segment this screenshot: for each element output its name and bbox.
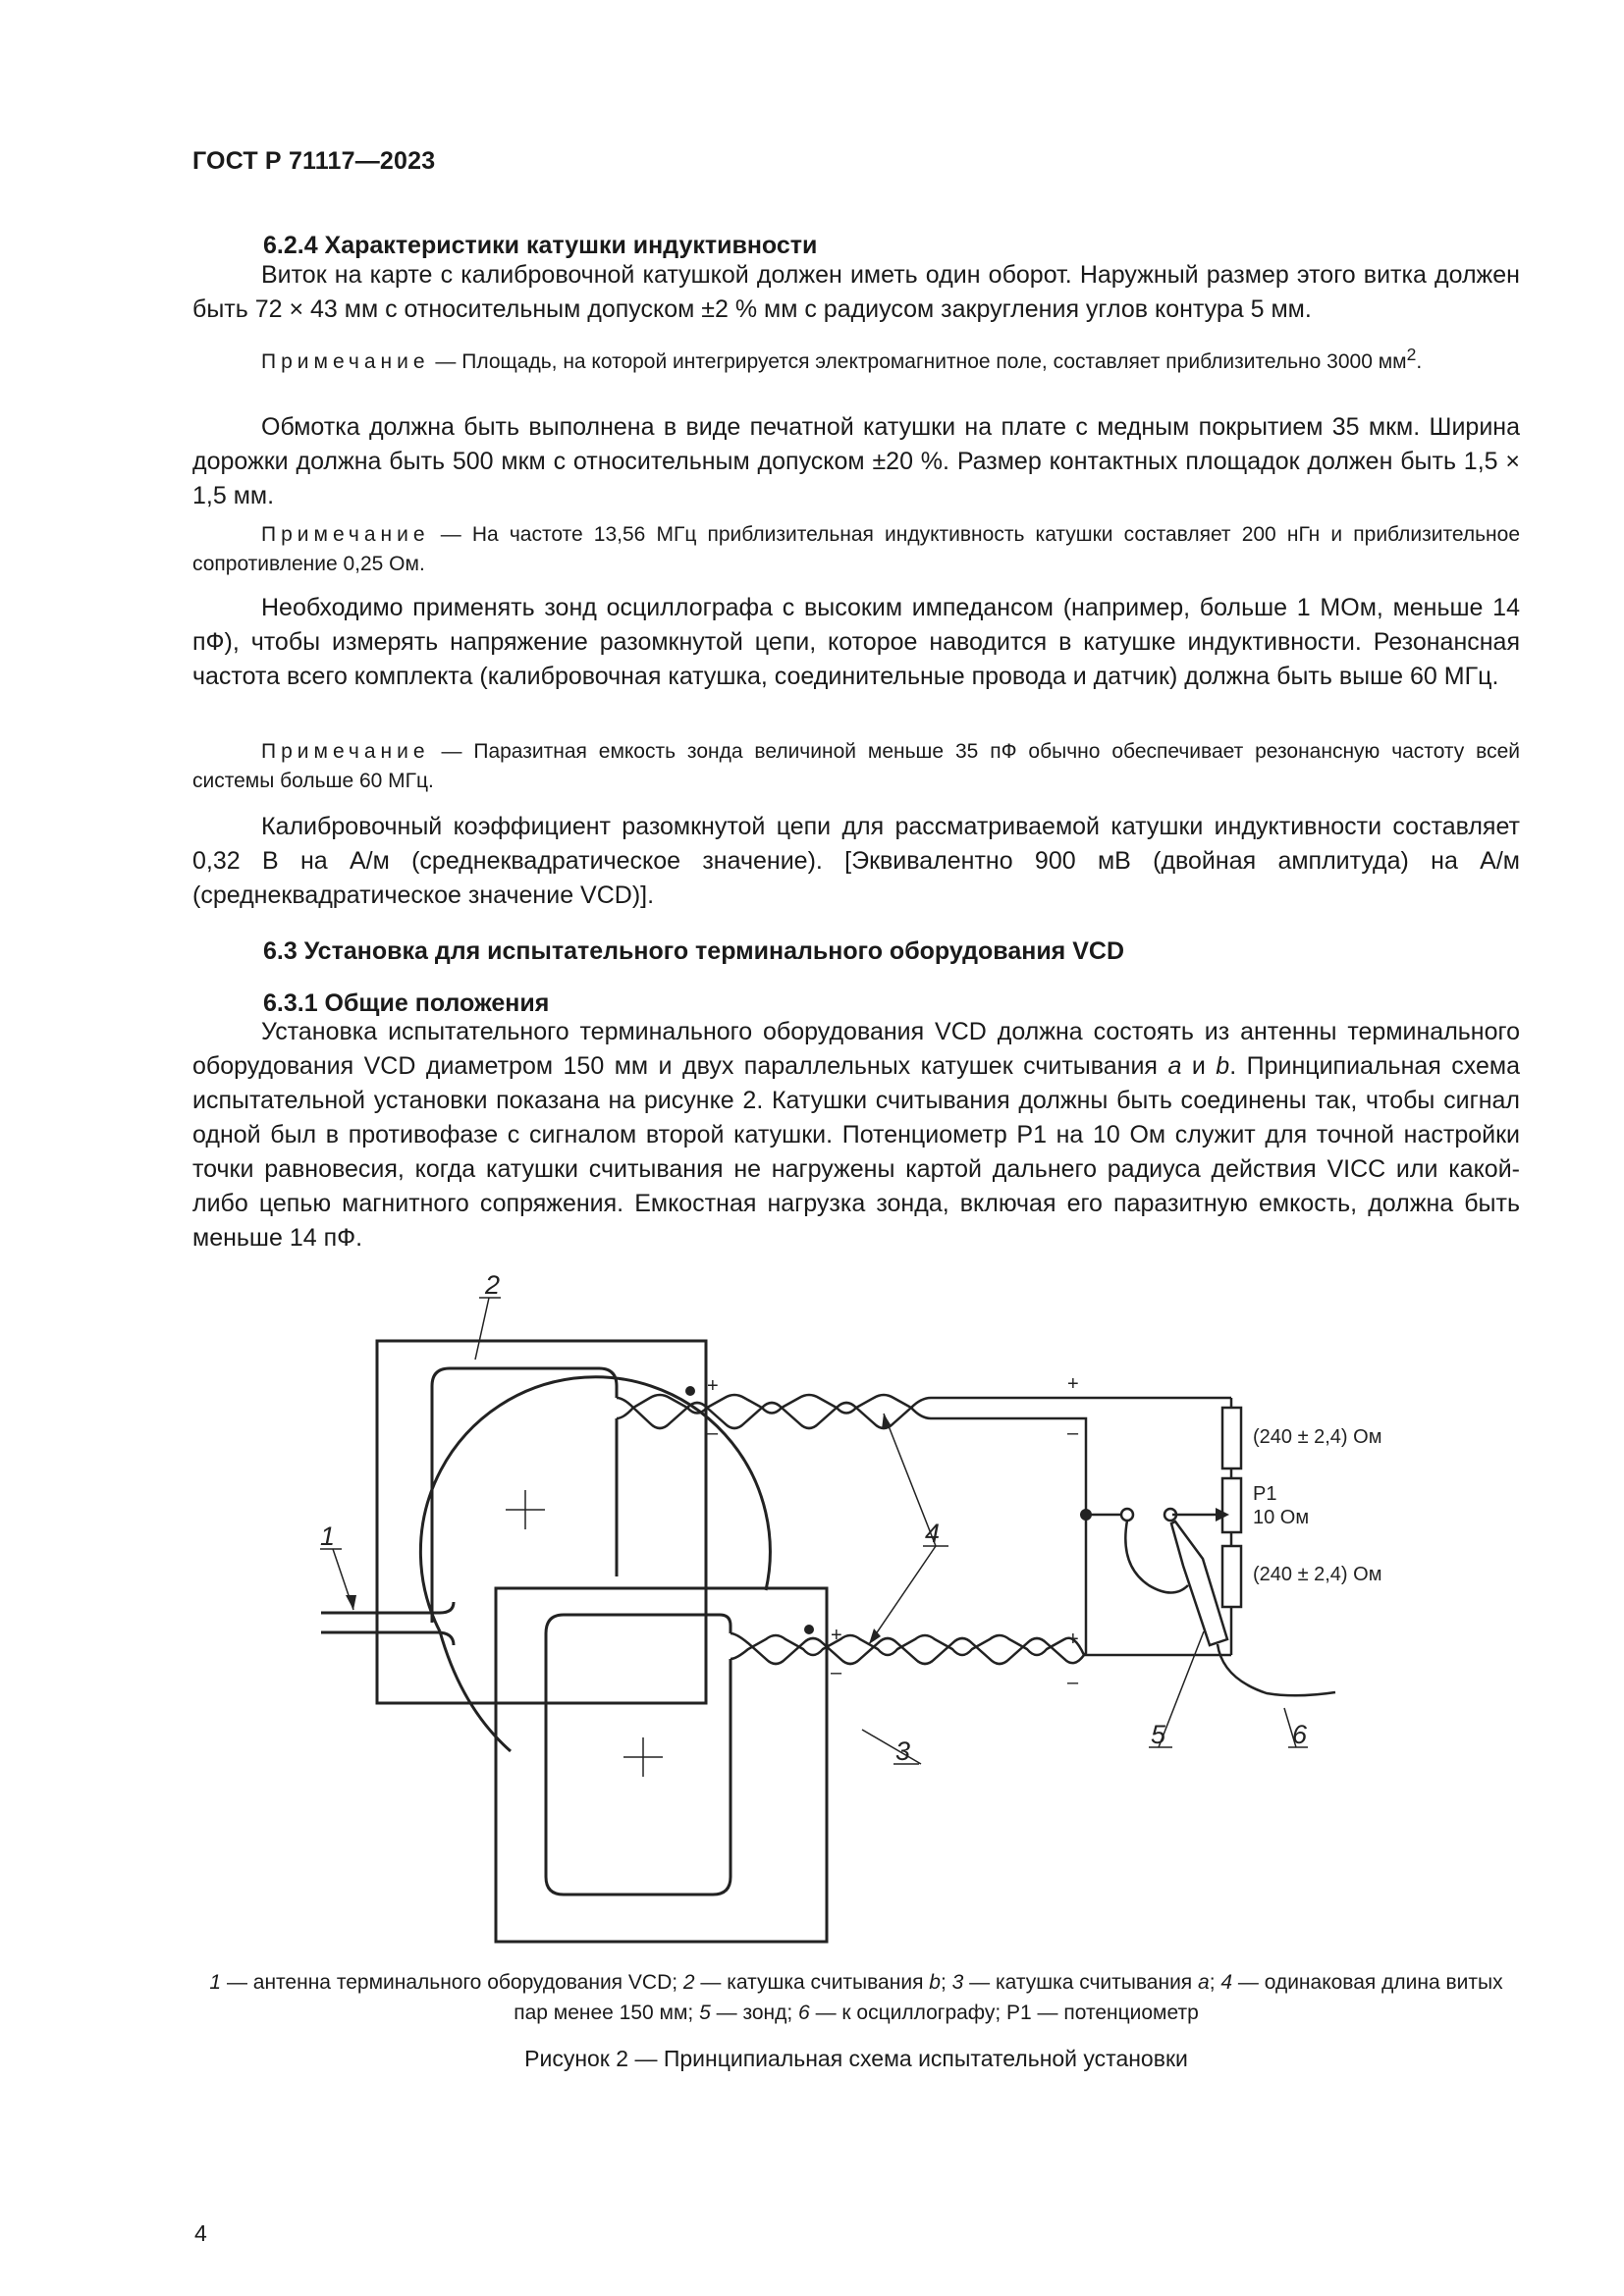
sign-plus-right-top: + [1067,1373,1079,1395]
paragraph-text: Калибровочный коэффициент разомкнутой цепи для рассматриваемой катушки индуктивности составляет 0,32 В на А/м (среднеквадратическое значение). [Эквивалентно 900 мВ (двойная амплитуда) на А/м (среднеквадратическое значение VCD)]. [192,813,1520,909]
coil-b-loop [432,1368,617,1623]
note-text: — Паразитная емкость зонда величиной меньше 35 пФ обычно обеспечивает резонансную частоту всей системы больше 60 МГц. [192,740,1520,792]
legend-num: 4 [1220,1971,1233,1994]
resistor-top-label: (240 ± 2,4) Ом [1253,1426,1382,1448]
note-label: Примечание [261,523,430,546]
legend-text: — к осциллографу; P1 — потенциометр [809,2002,1199,2024]
section-heading-6-3: 6.3 Установка для испытательного терминального оборудования VCD [263,937,1125,965]
note-label: Примечание [261,350,430,373]
sign-plus-coil-b: + [707,1375,719,1397]
italic-a: a [1167,1052,1182,1080]
p1-value-label: 10 Ом [1253,1507,1310,1528]
legend-num: 3 [951,1971,964,1994]
probe-terminal [1121,1509,1133,1521]
paragraph-text-and: и [1181,1052,1217,1080]
p1-name-label: P1 [1253,1483,1277,1505]
figure-legend [192,1967,1520,2028]
document-header: ГОСТ Р 71117—2023 [192,147,436,175]
potentiometer-p1 [1222,1478,1241,1532]
page-number: 4 [194,2220,207,2246]
legend-text: — антенна терминального оборудования VCD; [221,1971,683,1994]
fig-label-6: 6 [1292,1720,1308,1749]
paragraph-probe [192,591,1520,694]
note-text: — На частоте 13,56 МГц приблизительная индуктивность катушки составляет 200 нГн и приблизительное сопротивление 0,25 Ом. [192,523,1520,575]
antenna-lead-top [321,1602,454,1613]
legend-text: — зонд; [710,2002,799,2024]
sign-plus-coil-a: + [831,1625,842,1646]
resistor-bottom-label: (240 ± 2,4) Ом [1253,1564,1382,1585]
paragraph-calibration [192,810,1520,913]
legend-text: — одинаковая длина витых пар менее 150 мм; [514,1971,1503,2024]
note-area [192,340,1520,377]
paragraph-text: Обмотка должна быть выполнена в виде печатной катушки на плате с медным покрытием 35 мкм. Ширина дорожки должна быть 500 мкм с относительным допуском ±20 %. Размер контактных площадок должен быть 1,5 × 1,5 мм. [192,413,1520,509]
fig-label-5: 5 [1151,1720,1166,1749]
paragraph-text: Необходимо применять зонд осциллографа с высоким импедансом (например, больше 1 МОм, меньше 14 пФ), чтобы измерять напряжение разомкнутой цепи, которое наводится в катушке индуктивности. Резонансная частота всего комплекта (калибровочная катушка, соединительные провода и датчик) должна быть выше 60 МГц. [192,594,1520,690]
note-capacitance [192,737,1520,796]
legend-text: — катушка считывания [694,1971,930,1994]
legend-num: 1 [209,1971,222,1994]
sign-plus-right-bottom: + [1067,1629,1079,1650]
probe-body [1171,1522,1227,1645]
section-heading-6-2-4: 6.2.4 Характеристики катушки индуктивности [263,232,818,259]
resistor-top [1222,1408,1241,1468]
junction-dot [1080,1509,1092,1521]
fig-label-1: 1 [320,1522,336,1551]
paragraph-text-rest: . Принципиальная схема испытательной установки показана на рисунке 2. Катушки считывания должны быть соединены так, чтобы сигнал одной был в противофазе с сигналом второй катушки. Потенциометр P1 на 10 Ом служит для точной настройки точки равновесия, когда катушки считывания не нагружены картой дальнего радиуса действия VICC или какой-либо цепью магнитного сопряжения. Емкостная нагрузка зонда, включая его паразитную емкость, должна быть меньше 14 пФ. [192,1052,1521,1252]
section-heading-6-3-1: 6.3.1 Общие положения [263,989,550,1017]
paragraph-coil-turn [192,258,1520,327]
coil-a-loop [546,1615,731,1895]
note-end: . [1416,350,1423,373]
polarity-dot-top [685,1386,695,1396]
note-superscript: 2 [1406,345,1417,364]
oscilloscope-cable [1218,1644,1335,1695]
legend-italic: a [1198,1971,1210,1994]
antenna-arc [420,1377,770,1631]
antenna-arc-lower [440,1631,511,1751]
legend-text: — катушка считывания [963,1971,1199,1994]
resistor-bottom [1222,1546,1241,1607]
note-text: — Площадь, на которой интегрируется электромагнитное поле, составляет приблизительно 3000 мм [429,350,1407,373]
legend-text: ; [940,1971,952,1994]
legend-text: ; [1209,1971,1221,1994]
fig-label-4: 4 [925,1519,941,1548]
legend-num: 6 [798,2002,810,2024]
figure-caption: Рисунок 2 — Принципиальная схема испытательной установки [524,2046,1188,2071]
sign-minus-right-bottom: – [1067,1672,1079,1693]
antenna-lead-bottom [321,1632,454,1645]
sign-minus-coil-a: – [831,1662,842,1683]
paragraph-text: Виток на карте с калибровочной катушкой должен иметь один оборот. Наружный размер этого витка должен быть 72 × 43 мм с относительным допуском ±2 % мм с радиусом закругления углов контура 5 мм. [192,261,1520,323]
polarity-dot-bottom [804,1625,814,1634]
sign-minus-right-top: – [1067,1422,1079,1444]
paragraph-text: Установка испытательного терминального оборудования VCD должна состоять из антенны терминального оборудования VCD диаметром 150 мм и двух параллельных катушек считывания [192,1018,1520,1080]
paragraph-setup [192,1015,1520,1255]
legend-italic: b [929,1971,941,1994]
legend-num: 5 [699,2002,711,2024]
fig-label-2: 2 [485,1270,501,1300]
note-inductance [192,520,1520,579]
sign-minus-coil-b: – [707,1422,719,1444]
fig-label-3: 3 [895,1736,911,1766]
figure-2-schematic [0,1247,1624,1953]
paragraph-winding [192,410,1520,513]
legend-num: 2 [682,1971,695,1994]
twisted-pair-top [617,1395,1231,1515]
italic-b: b [1216,1052,1230,1080]
note-label: Примечание [261,740,430,763]
